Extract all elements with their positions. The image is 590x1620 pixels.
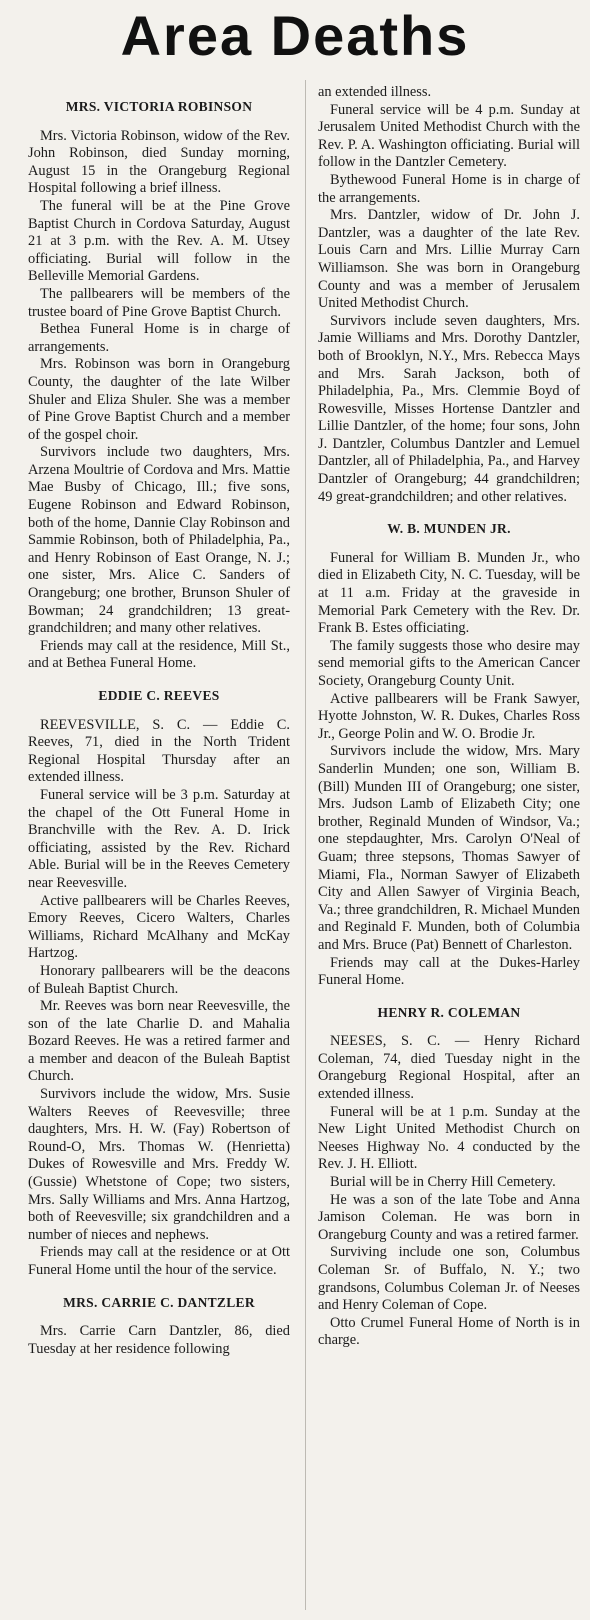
- column-rule: [305, 80, 306, 1610]
- obituary-heading: EDDIE C. REEVES: [98, 688, 220, 703]
- page-headline: Area Deaths: [120, 4, 470, 67]
- obituary-paragraph: Honorary pallbearers will be the deacons of Buleah Baptist Church.: [28, 962, 290, 997]
- obituary-paragraph: Mrs. Carrie Carn Dantzler, 86, died Tuesday at her residence following: [28, 1323, 290, 1357]
- obituary-paragraph: Burial will be in Cherry Hill Cemetery.: [330, 1174, 556, 1191]
- obituary-paragraph: Friends may call at the residence, Mill St., and at Bethea Funeral Home.: [28, 637, 290, 672]
- obituary-dantzler-continued: [318, 84, 580, 506]
- obituary-paragraph: The family suggests those who desire may send memorial gifts to the American Cancer Society, Orangeburg County Unit.: [318, 637, 580, 689]
- obituary-paragraph: The funeral will be at the Pine Grove Baptist Church in Cordova Saturday, August 21 at 3 p.m. with the Rev. A. M. Utsey officiating. Burial will follow in the Belleville Memorial Gardens.: [28, 197, 290, 285]
- obituary-heading: HENRY R. COLEMAN: [377, 1004, 521, 1020]
- obituary-paragraph: Funeral will be at 1 p.m. Sunday at the New Light United Methodist Church on Neeses Highway No. 4 conducted by the Rev. J. H. Elliott.: [318, 1103, 580, 1173]
- obituary-paragraph: Bethea Funeral Home is in charge of arrangements.: [28, 321, 290, 355]
- column-left: [28, 98, 290, 1358]
- obituary-paragraph: Mrs. Robinson was born in Orangeburg County, the daughter of the late Wilber Shuler and Eliza Shuler. She was a member of Pine Grove Baptist Church and a member of the gospel choir.: [28, 356, 290, 443]
- obituary-paragraph: Bythewood Funeral Home is in charge of the arrangements.: [318, 171, 580, 206]
- obituary-paragraph: Funeral service will be 4 p.m. Sunday at Jerusalem United Methodist Church with the Rev. P. A. Washington officiating. Burial will follow in the Dantzler Cemetery.: [318, 101, 580, 171]
- obituary-paragraph: Surviving include one son, Columbus Coleman Sr. of Buffalo, N. Y.; two grandsons, Columbus Coleman Jr. of Neeses and Henry Coleman of Cope.: [318, 1244, 580, 1314]
- column-right: [318, 84, 580, 1350]
- obituary-munden: [318, 520, 580, 989]
- obituary-dantzler: [28, 1294, 290, 1359]
- obituary-paragraph: Friends may call at the Dukes-Harley Funeral Home.: [318, 954, 580, 989]
- obituary-paragraph: Funeral for William B. Munden Jr., who died in Elizabeth City, N. C. Tuesday, will be at 11 a.m. Friday at the graveside in Memorial Park Cemetery with the Rev. Dr. Frank B. Estes officiating.: [318, 549, 580, 637]
- obituary-paragraph: Otto Crumel Funeral Home of North is in charge.: [318, 1314, 580, 1349]
- obituary-paragraph: The pallbearers will be members of the trustee board of Pine Grove Baptist Church.: [28, 285, 290, 320]
- obituary-paragraph: Mrs. Dantzler, widow of Dr. John J. Dantzler, was a daughter of the late Rev. Louis Carn and Mrs. Lillie Murray Carn Williamson. She was born in Orangeburg County and was a member of Jerusalem United Methodist Church.: [318, 207, 580, 312]
- obituary-paragraph: Survivors include seven daughters, Mrs. Jamie Williams and Mrs. Dorothy Dantzler, both of Brooklyn, N.Y., Mrs. Rebecca Mays and Mrs. Sarah Jackson, both of Philadelphia, Pa., Mrs. Clemmie Boyd of Rowesville, Misses Hortense Dantzler and Lillie Dantzler, of the home; four sons, John J. Dantzler, Columbus Dantzler and Lemuel Dantzler, all of Philadelphia, Pa., and Harvey Dantzler of Orangeburg; 44 grandchildren; 49 great-grandchildren; and other relatives.: [318, 312, 580, 505]
- obituary-continued-text: an extended illness.: [318, 84, 432, 100]
- obituary-paragraph: REEVESVILLE, S. C. — Eddie C. Reeves, 71, died in the North Trident Regional Hospital Thursday after an extended illness.: [28, 716, 290, 786]
- obituary-paragraph: Mrs. Victoria Robinson, widow of the Rev. John Robinson, died Sunday morning, August 15 in the Orangeburg Regional Hospital following a brief illness.: [28, 127, 290, 197]
- obituary-paragraph: Friends may call at the residence or at Ott Funeral Home until the hour of the service.: [28, 1244, 290, 1278]
- obituary-paragraph: Mr. Reeves was born near Reevesville, the son of the late Charlie D. and Mahalia Bozard Reeves. He was a retired farmer and a member and deacon of the Buleah Baptist Church.: [28, 998, 290, 1085]
- obituary-paragraph: Funeral service will be 3 p.m. Saturday at the chapel of the Ott Funeral Home in Branchville with the Rev. A. D. Irick officiating, assisted by the Rev. Richard Able. Burial will be in the Reeves Cemetery near Reevesville.: [28, 786, 290, 891]
- obituary-heading: MRS. CARRIE C. DANTZLER: [63, 1294, 255, 1310]
- obituary-paragraph: Active pallbearers will be Charles Reeves, Emory Reeves, Cicero Walters, Charles Williams, Richard McAlhany and McKay Hartzog.: [28, 892, 290, 962]
- obituary-coleman: [318, 1004, 580, 1350]
- obituary-heading: W. B. MUNDEN JR.: [387, 521, 511, 537]
- obituary-paragraph: He was a son of the late Tobe and Anna Jamison Coleman. He was born in Orangeburg County and was a retired farmer.: [318, 1191, 580, 1243]
- obituary-paragraph: Survivors include the widow, Mrs. Susie Walters Reeves of Reevesville; three daughters, Mrs. H. W. (Fay) Robertson of Round-O, Mrs. Thomas W. (Henrietta) Dukes of Rowesville and Mrs. Freddy W. (Gussie) Whetstone of Cope; two sisters, Mrs. Sally Williams and Mrs. Anna Hartzog, both of Reevesville; six grandchildren and a number of nieces and nephews.: [28, 1086, 290, 1243]
- obituary-robinson: [28, 98, 290, 673]
- obituary-paragraph: Survivors include the widow, Mrs. Mary Sanderlin Munden; one son, William B. (Bill) Munden III of Orangeburg; one sister, Mrs. Judson Lamb of Elizabeth City; one brother, Reginald Munden of Windsor, Va.; one stepdaughter, Mrs. Carolyn O'Neal of Guam; three stepsons, Thomas Sawyer of Miami, Fla., Norman Sawyer of Elizabeth City and Allen Sawyer of Virginia Beach, Va.; three grandchildren, R. Michael Munden and Reginald F. Munden, both of Columbia and Mrs. Bruce (Pat) Bennett of Charleston.: [318, 743, 580, 953]
- obituary-paragraph: Survivors include two daughters, Mrs. Arzena Moultrie of Cordova and Mrs. Mattie Mae Busby of Chicago, Ill.; five sons, Eugene Robinson and Edward Robinson, both of the home, Dannie Clay Robinson and Sammie Robinson, both of Philadelphia, Pa., and Henry Robinson of East Orange, N. J.; one sister, Mrs. Alice C. Sanders of Orangeburg; one brother, Brunson Shuler of Bowman; 24 grandchildren; 13 great-grandchildren; and many other relatives.: [28, 444, 290, 637]
- obituary-reeves: [28, 687, 290, 1280]
- obituary-heading: MRS. VICTORIA ROBINSON: [65, 99, 253, 114]
- obituary-paragraph: NEESES, S. C. — Henry Richard Coleman, 74, died Tuesday night in the Orangeburg Regional Hospital, after an extended illness.: [318, 1033, 580, 1103]
- obituary-paragraph: Active pallbearers will be Frank Sawyer, Hyotte Johnston, W. R. Dukes, Charles Ross Jr., George Polin and W. O. Brodie Jr.: [318, 690, 580, 742]
